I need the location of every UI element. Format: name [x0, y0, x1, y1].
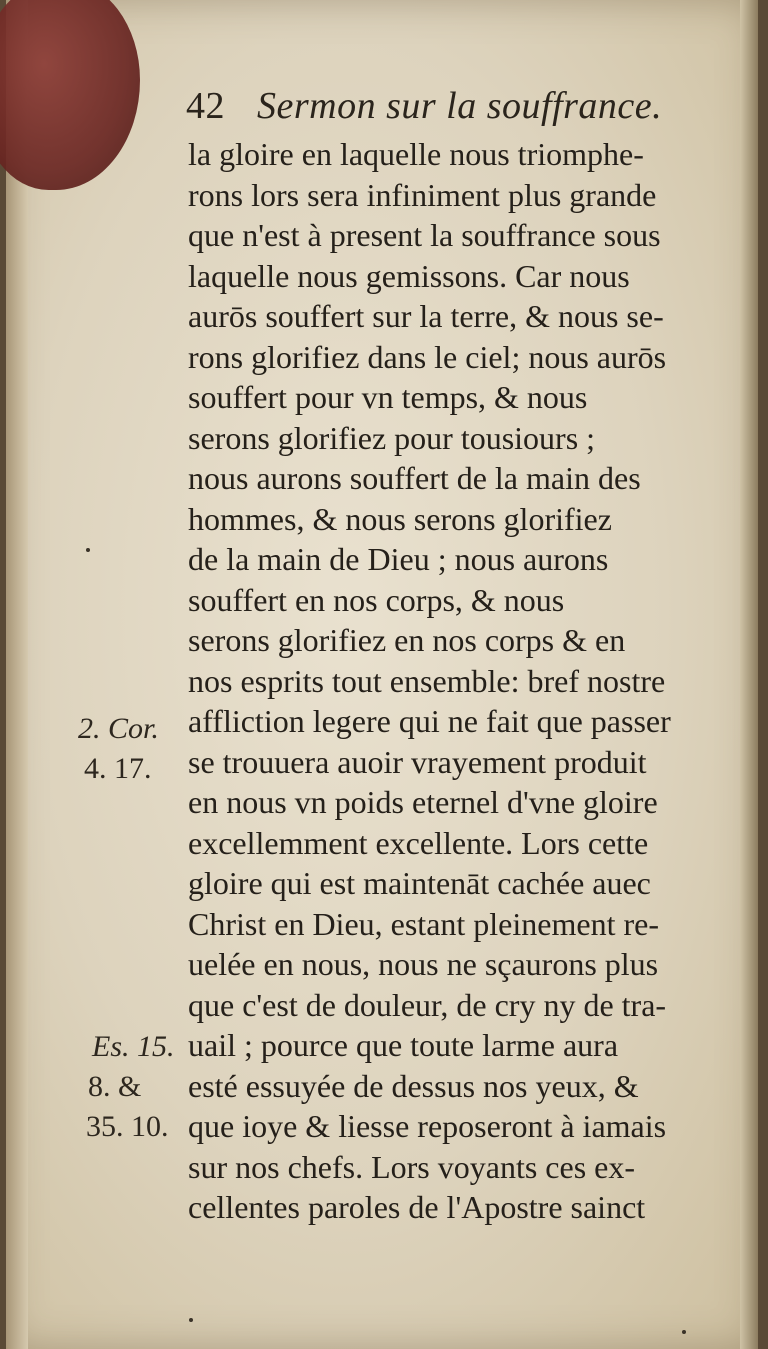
text-line: sur nos chefs. Lors voyants ces ex- — [188, 1148, 635, 1185]
text-line: excellemment excellente. Lors cette — [188, 824, 649, 861]
text-line: rons lors sera infiniment plus grande — [188, 176, 657, 213]
text-line: nous aurons souffert de la main des — [188, 460, 641, 496]
text-line: gloire qui est maintenāt cachée auec — [188, 865, 651, 901]
text-line: cellentes paroles de l'Apostre sainct — [188, 1189, 646, 1225]
text-line: serons glorifiez en nos corps & en — [188, 622, 626, 658]
running-header — [186, 84, 706, 134]
text-line: que c'est de douleur, de cry ny de tra- — [188, 986, 667, 1023]
text-line: laquelle nous gemissons. Car nous — [188, 257, 630, 294]
book-page — [6, 0, 758, 1349]
page-number: 42 — [186, 85, 225, 127]
text-line: uail ; pource que toute larme aura — [188, 1027, 619, 1063]
page-gutter — [6, 0, 28, 1349]
paper-speck — [86, 548, 90, 552]
margin-reference: 2. Cor. — [78, 712, 159, 745]
text-line: nos esprits tout ensemble: bref nostre — [188, 662, 666, 699]
text-line: hommes, & nous serons glorifiez — [188, 500, 612, 537]
text-line: Christ en Dieu, estant pleinement re- — [188, 905, 659, 942]
text-line: aurōs souffert sur la terre, & nous se- — [188, 298, 664, 334]
body-text — [188, 134, 736, 1228]
text-line: la gloire en laquelle nous triomphe- — [188, 136, 644, 172]
margin-reference: 8. & — [88, 1070, 142, 1103]
text-line: rons glorifiez dans le ciel; nous aurōs — [188, 338, 667, 375]
text-line: en nous vn poids eternel d'vne gloire — [188, 784, 658, 820]
text-line: se trouuera auoir vrayement produit — [188, 743, 647, 780]
text-line: souffert pour vn temps, & nous — [188, 379, 588, 415]
text-line: serons glorifiez pour tousiours ; — [188, 419, 596, 456]
margin-reference: 35. 10. — [86, 1110, 169, 1143]
text-line: de la main de Dieu ; nous aurons — [188, 541, 609, 577]
running-title: Sermon sur la souffrance. — [257, 85, 663, 127]
text-line: que n'est à present la souffrance sous — [188, 217, 661, 253]
text-line: esté essuyée de dessus nos yeux, & — [188, 1067, 639, 1104]
text-line: que ioye & liesse reposeront à iamais — [188, 1108, 667, 1144]
margin-reference: Es. 15. — [92, 1030, 175, 1063]
text-line: souffert en nos corps, & nous — [188, 581, 565, 618]
margin-reference: 4. 17. — [84, 752, 152, 785]
text-line: affliction legere qui ne fait que passer — [188, 703, 671, 739]
page-edge — [740, 0, 758, 1349]
text-line: uelée en nous, nous ne sçaurons plus — [188, 946, 659, 982]
paper-speck — [682, 1330, 686, 1334]
paper-speck — [189, 1318, 193, 1322]
